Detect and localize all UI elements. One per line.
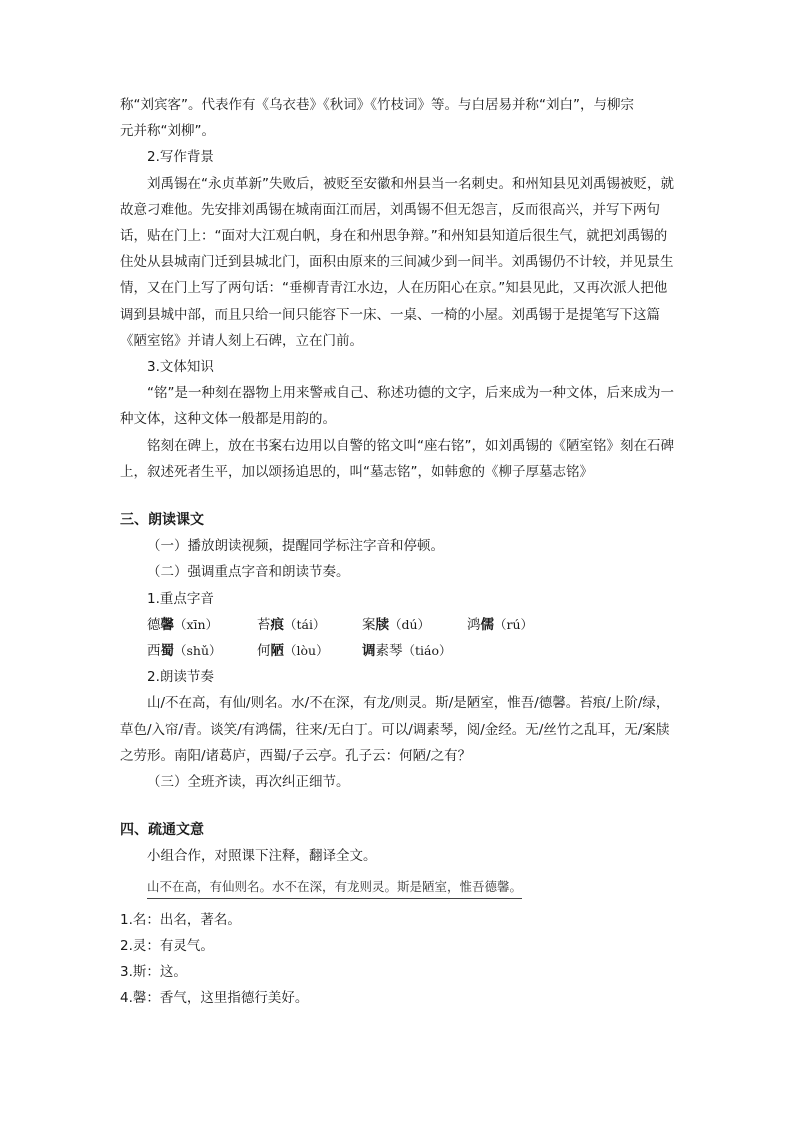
section-3-title: 三、朗读课文 [120,512,204,529]
genre-heading: 3.文体知识 [147,359,214,376]
section-4-instruction: 小组合作，对照课下注释，翻译全文。 [147,848,377,865]
section-3-step-1: （一）播放朗读视频，提醒同学标注字音和停顿。 [147,538,444,555]
genre-paragraph-1: “铭”是一种刻在器物上用来警戒自己、称述功德的文字，后来成为一种文体，后来成为一种文体，这种文体一般都是用韵的。 [120,385,674,428]
pronunciation-item: 何陋（lòu） [257,643,329,660]
genre-paragraph-2: 铭刻在碑上，放在书案右边用以自警的铭文叫“座右铭”，如刘禹锡的《陋室铭》刻在石碑上，叙述死者生平，加以颂扬追思的，叫“墓志铭”，如韩愈的《柳子厚墓志铭》 [120,437,674,480]
pronunciation-item: 鸿儒（rú） [467,616,534,633]
section-3-step-3: （三）全班齐读，再次纠正细节。 [147,774,350,791]
note-item: 1.名：出名，著名。 [120,911,241,928]
document-body [120,92,680,1012]
intro-line-1: 称“刘宾客”。代表作有《乌衣巷》《秋词》《竹枝词》等。与白居易并称“刘白”，与柳宗 [120,97,634,113]
pronunciation-item: 德馨（xīn） [147,616,219,633]
background-text: 刘禹锡在“永贞革新”失败后，被贬至安徽和州县当一名刺史。和州知县见刘禹锡被贬，就故意刁难他。先安排刘禹锡在城南面江而居，刘禹锡不但无怨言，反而很高兴，并写下两句话，贴在门上：“面对大江观白帆，身在和州思争辩。”和州知县知道后很生气，就把刘禹锡的住处从县城南门迁到县城北门，面积由原来的三间减少到一间半。刘禹锡仍不计较，并见景生情，又在门上写了两句话：“垂柳青青江水边，人在历阳心在京。”知县见此，又再次派人把他调到县城中部，而且只给一间只能容下一床、一桌、一椅的小屋。刘禹锡于是提笔写下这篇《陋室铭》并请人刻上石碑，立在门前。 [120,175,674,349]
note-item: 2.灵：有灵气。 [120,937,214,954]
rhythm-heading: 2.朗读节奏 [147,669,214,686]
pronunciation-row-2 [120,638,680,664]
section-3-step-2: （二）强调重点字音和朗读节奏。 [147,564,350,581]
rhythm-text: 山/不在高，有仙/则名。水/不在深，有龙/则灵。斯/是陋室，惟吾/德馨。苔痕/上阶/绿，草色/入帘/青。谈笑/有鸿儒，往来/无白丁。可以/调素琴，阅/金经。无/丝竹之乱耳，无/案牍之劳形。南阳/诸葛庐，西蜀/子云亭。孔子云：何陋/之有？ [120,695,670,764]
pronunciation-item: 调素琴（tiáo） [362,643,452,660]
background-heading: 2.写作背景 [147,149,214,166]
note-item: 3.斯：这。 [120,964,187,981]
section-4-title: 四、疏通文意 [120,822,204,839]
classical-text-quote: 山不在高，有仙则名。水不在深，有龙则灵。斯是陋室，惟吾德馨。 [147,876,522,899]
note-item: 4.馨：香气，这里指德行美好。 [120,990,309,1007]
intro-line-2: 元并称“刘柳”。 [120,123,215,140]
pronunciation-item: 西蜀（shǔ） [147,643,222,660]
pronunciation-item: 案牍（dú） [362,616,431,633]
pronunciation-heading: 1.重点字音 [147,590,214,607]
pronunciation-item: 苔痕（tái） [257,616,326,633]
pronunciation-row-1 [120,612,680,638]
